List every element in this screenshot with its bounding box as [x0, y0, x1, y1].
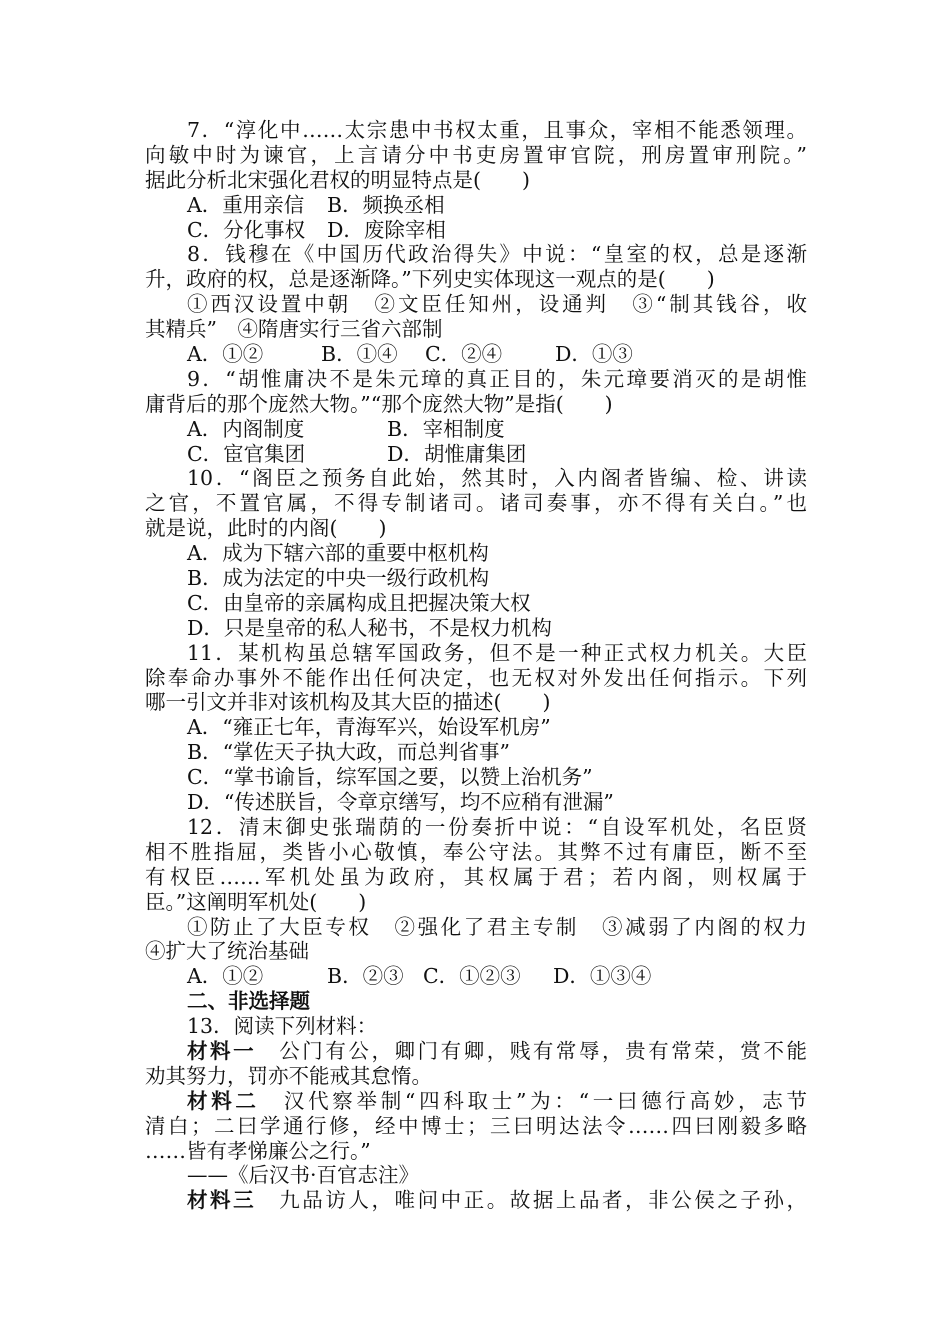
option-a: A．成为下辖六部的重要中枢机构 [187, 541, 489, 566]
material-source: ——《后汉书·百官志注》 [187, 1163, 420, 1188]
question-8 [145, 242, 807, 366]
option-c: C．“掌书谕旨，综军国之要，以赞上治机务” [187, 765, 593, 790]
question-stem: 9．“胡惟庸决不是朱元璋的真正目的，朱元璋要消灭的是胡惟 [187, 366, 807, 391]
option-a: A．内阁制度 [187, 416, 305, 441]
option-c: C．宦官集团 [187, 441, 306, 466]
option-row [145, 342, 807, 367]
question-stem: 升，政府的权，总是逐渐降。”下列史实体现这一观点的是( ) [145, 267, 715, 292]
material-label: 材料二 [187, 1088, 260, 1113]
material-label: 材料一 [187, 1038, 257, 1063]
option-d: D．①③④ [553, 964, 652, 989]
material-text: 清白；二曰学通行修，经中博士；三曰明达法令……四曰刚毅多略 [145, 1113, 807, 1138]
option-b: B．②③ [327, 964, 404, 989]
option-row [145, 193, 807, 218]
material-text: 劝其努力，罚亦不能戒其怠惰。 [145, 1063, 432, 1088]
section-heading: 二、非选择题 [187, 989, 310, 1014]
option-d: D．“传述朕旨，令章京缮写，均不应稍有泄漏” [187, 790, 614, 815]
question-stem: 12．清末御史张瑞荫的一份奏折中说：“自设军机处，名臣贤 [187, 814, 807, 839]
material-text: 公门有公，卿门有卿，贱有常辱，贵有常荣，赏不能 [256, 1038, 808, 1063]
option-a: A．重用亲信 [187, 192, 305, 217]
option-c: C．分化事权 [187, 217, 306, 242]
question-10 [145, 466, 807, 640]
material-1 [145, 1039, 807, 1064]
question-stem: ④扩大了统治基础 [145, 939, 309, 964]
question-7 [145, 118, 807, 242]
option-d: D．只是皇帝的私人秘书，不是权力机构 [187, 615, 552, 640]
material-text: 汉代察举制“四科取士”为：“一曰德行高妙，志节 [259, 1088, 807, 1113]
option-row [145, 218, 807, 243]
option-b: B．频换丞相 [327, 192, 445, 217]
question-stem: 就是说，此时的内阁( ) [145, 516, 387, 541]
question-stem: 除奉命办事外不能作出任何决定，也无权对外发出任何指示。下列 [145, 665, 807, 690]
material-label: 材料三 [187, 1188, 257, 1213]
question-stem: 8．钱穆在《中国历代政治得失》中说：“皇室的权，总是逐渐 [187, 242, 807, 267]
option-c: C．由皇帝的亲属构成且把握决策大权 [187, 590, 531, 615]
material-text: ……皆有孝悌廉公之行。” [145, 1138, 371, 1163]
question-stem: 之官，不置官属，不得专制诸司。诸司奏事，亦不得有关白。”也 [145, 491, 807, 516]
question-12 [145, 815, 807, 989]
material-3 [145, 1188, 807, 1213]
option-b: B．“掌佐天子执大政，而总判省事” [187, 740, 511, 765]
question-stem: 7．“淳化中……太宗患中书权太重，且事众，宰相不能悉领理。 [187, 118, 807, 142]
document-page [145, 118, 807, 1213]
material-text: 九品访人，唯问中正。故据上品者，非公侯之子孙， [256, 1188, 808, 1213]
option-c: C．①②③ [423, 964, 521, 989]
option-row [145, 964, 807, 989]
option-row [145, 417, 807, 442]
option-a: A．“雍正七年，青海军兴，始设军机房” [187, 715, 551, 740]
question-stem: ①西汉设置中朝 ②文臣任知州，设通判 ③“制其钱谷，收 [187, 292, 807, 317]
question-stem: 11．某机构虽总辖军国政务，但不是一种正式权力机关。大臣 [187, 640, 807, 665]
question-stem: 庸背后的那个庞然大物。”“那个庞然大物”是指( ) [145, 391, 613, 416]
question-stem: 相不胜指屈，类皆小心敬慎，奉公守法。其弊不过有庸臣，断不至 [145, 839, 807, 864]
question-stem: 有权臣……军机处虽为政府，其权属于君；若内阁，则权属于 [145, 864, 807, 889]
option-d: D．废除宰相 [327, 217, 446, 242]
option-row [145, 442, 807, 467]
option-b: B．宰相制度 [387, 416, 505, 441]
option-a: A．①② [187, 342, 264, 367]
question-stem: 其精兵” ④隋唐实行三省六部制 [145, 317, 443, 342]
question-11 [145, 641, 807, 815]
option-d: D．①③ [555, 342, 633, 367]
option-b: B．①④ [321, 342, 398, 367]
question-stem: 哪一引文并非对该机构及其大臣的描述( ) [145, 690, 551, 715]
option-a: A．①② [187, 964, 264, 989]
question-13 [145, 1014, 807, 1213]
question-stem: 10．“阁臣之预务自此始，然其时，入内阁者皆编、检、讲读 [187, 466, 807, 491]
option-b: B．成为法定的中央一级行政机构 [187, 566, 490, 591]
question-stem: ①防止了大臣专权 ②强化了君主专制 ③减弱了内阁的权力 [187, 914, 807, 939]
question-9 [145, 367, 807, 467]
material-2 [145, 1089, 807, 1114]
option-c: C．②④ [425, 342, 503, 367]
option-d: D．胡惟庸集团 [387, 441, 527, 466]
question-stem: 13．阅读下列材料： [187, 1014, 378, 1039]
question-stem: 臣。”这阐明军机处( ) [145, 889, 367, 914]
question-stem: 向敏中时为谏官，上言请分中书吏房置审官院，刑房置审刑院。” [145, 142, 807, 167]
question-stem: 据此分析北宋强化君权的明显特点是( ) [145, 167, 530, 192]
